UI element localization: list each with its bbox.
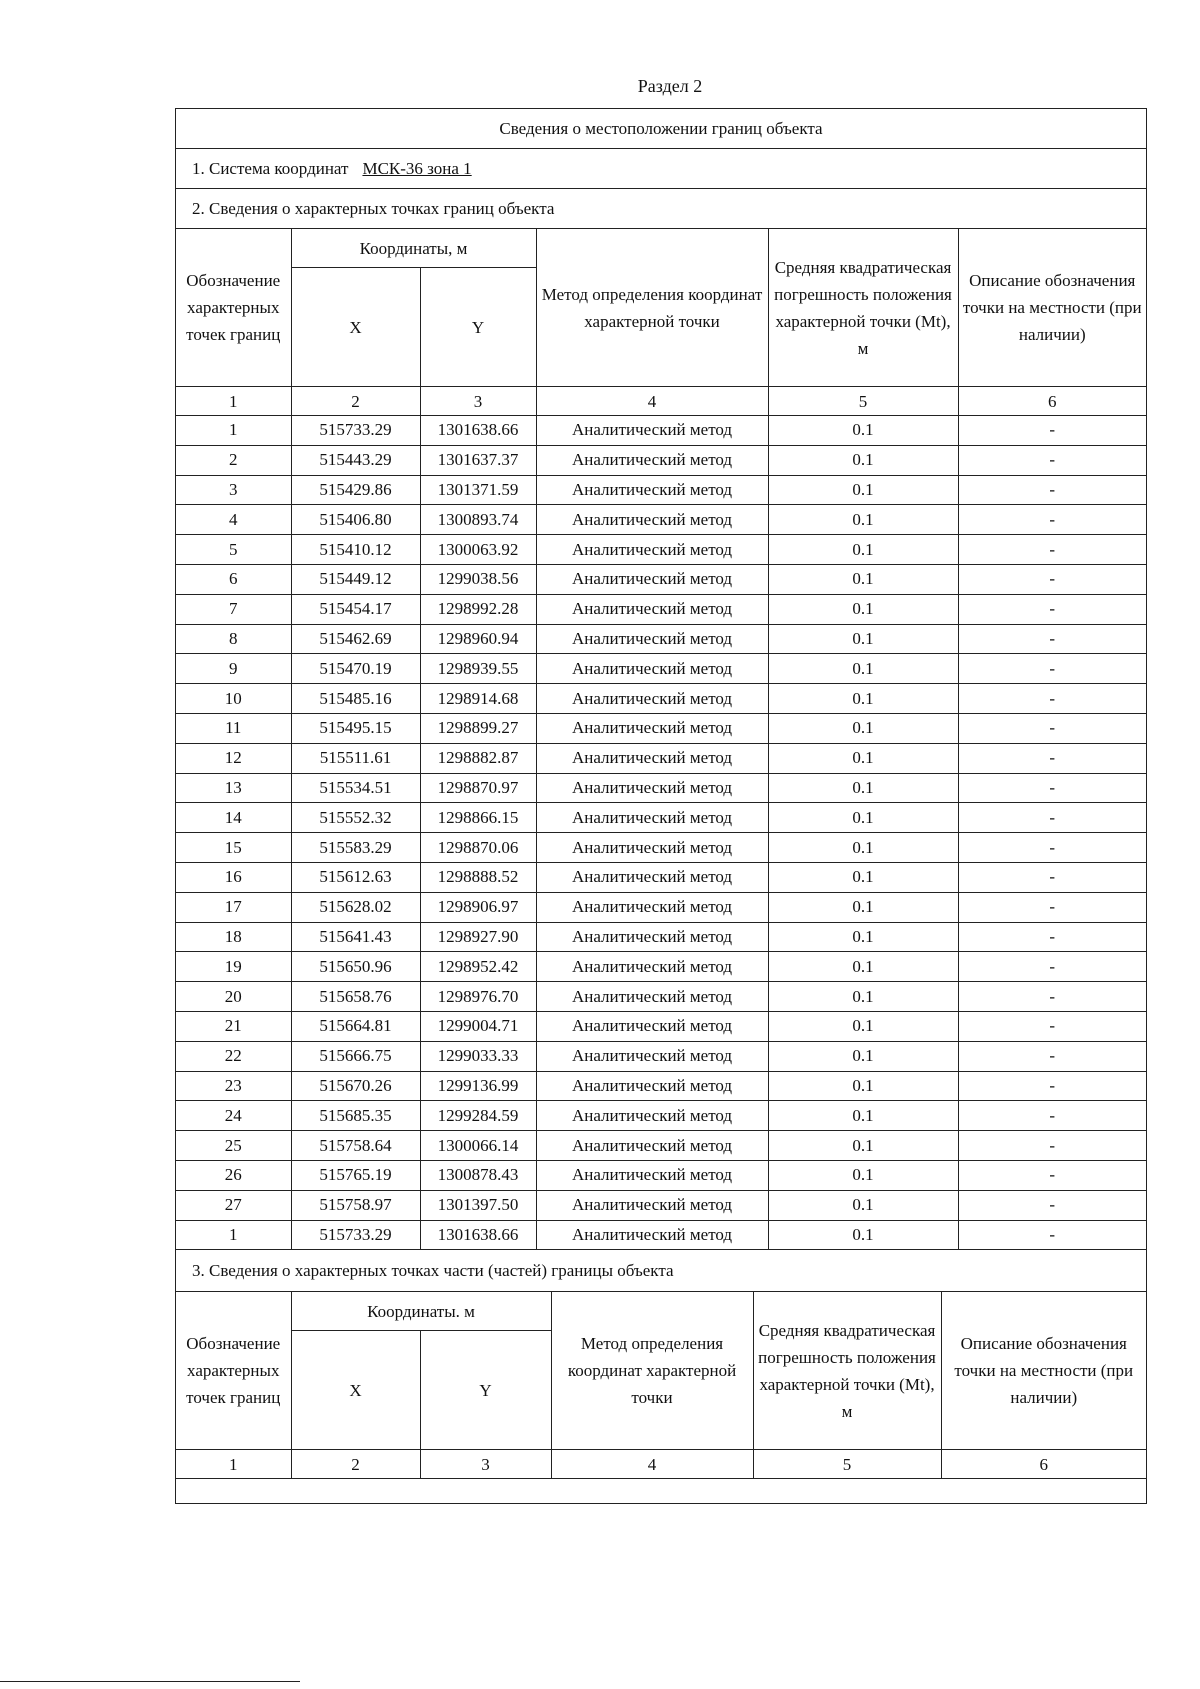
table-row bbox=[176, 803, 1146, 833]
section-title: Раздел 2 bbox=[637, 76, 703, 96]
point-number-cell: 19 bbox=[176, 952, 291, 982]
y-coordinate-cell: 1298914.68 bbox=[420, 684, 536, 714]
table-row bbox=[176, 564, 1146, 594]
method-cell: Аналитический метод bbox=[536, 1071, 768, 1101]
method-cell: Аналитический метод bbox=[536, 982, 768, 1012]
method-cell: Аналитический метод bbox=[536, 833, 768, 863]
method-cell: Аналитический метод bbox=[536, 1160, 768, 1190]
table-row bbox=[176, 952, 1146, 982]
error-cell: 0.1 bbox=[768, 1220, 958, 1250]
point-number-cell: 4 bbox=[176, 505, 291, 535]
column-number: 2 bbox=[291, 387, 420, 416]
x-coordinate-cell: 515583.29 bbox=[291, 833, 420, 863]
method-cell: Аналитический метод bbox=[536, 475, 768, 505]
table-row bbox=[176, 654, 1146, 684]
y-coordinate-cell: 1298952.42 bbox=[420, 952, 536, 982]
error-cell: 0.1 bbox=[768, 713, 958, 743]
error-cell: 0.1 bbox=[768, 1011, 958, 1041]
error-cell: 0.1 bbox=[768, 922, 958, 952]
description-cell: - bbox=[958, 1160, 1146, 1190]
x-coordinate-cell: 515628.02 bbox=[291, 892, 420, 922]
description-cell: - bbox=[958, 1190, 1146, 1220]
column-number: 5 bbox=[753, 1450, 941, 1479]
header-coordinates: Координаты, м bbox=[291, 229, 536, 268]
y-coordinate-cell: 1300878.43 bbox=[420, 1160, 536, 1190]
table-row bbox=[176, 862, 1146, 892]
table-row bbox=[176, 922, 1146, 952]
table-row bbox=[176, 713, 1146, 743]
table-row bbox=[176, 1160, 1146, 1190]
method-cell: Аналитический метод bbox=[536, 1131, 768, 1161]
y-coordinate-cell: 1300893.74 bbox=[420, 505, 536, 535]
description-cell: - bbox=[958, 684, 1146, 714]
x-coordinate-cell: 515650.96 bbox=[291, 952, 420, 982]
error-cell: 0.1 bbox=[768, 892, 958, 922]
point-number-cell: 16 bbox=[176, 862, 291, 892]
coordinate-system-label: 1. Система координат bbox=[192, 159, 349, 178]
empty-row bbox=[176, 1479, 1146, 1504]
header-x: X bbox=[291, 268, 420, 387]
table-row bbox=[176, 594, 1146, 624]
error-cell: 0.1 bbox=[768, 564, 958, 594]
x-coordinate-cell: 515685.35 bbox=[291, 1101, 420, 1131]
description-cell: - bbox=[958, 833, 1146, 863]
part3-title: 3. Сведения о характерных точках части (частей) границы объекта bbox=[176, 1250, 1146, 1292]
description-cell: - bbox=[958, 1011, 1146, 1041]
x-coordinate-cell: 515670.26 bbox=[291, 1071, 420, 1101]
y-coordinate-cell: 1298906.97 bbox=[420, 892, 536, 922]
x-coordinate-cell: 515666.75 bbox=[291, 1041, 420, 1071]
point-number-cell: 20 bbox=[176, 982, 291, 1012]
description-cell: - bbox=[958, 654, 1146, 684]
x-coordinate-cell: 515443.29 bbox=[291, 445, 420, 475]
y-coordinate-cell: 1301637.37 bbox=[420, 445, 536, 475]
y-coordinate-cell: 1299004.71 bbox=[420, 1011, 536, 1041]
coordinate-system-row bbox=[176, 149, 1146, 189]
boundary-points-table bbox=[176, 229, 1146, 1250]
method-cell: Аналитический метод bbox=[536, 743, 768, 773]
point-number-cell: 22 bbox=[176, 1041, 291, 1071]
description-cell: - bbox=[958, 416, 1146, 446]
point-number-cell: 5 bbox=[176, 535, 291, 565]
point-number-cell: 6 bbox=[176, 564, 291, 594]
method-cell: Аналитический метод bbox=[536, 922, 768, 952]
method-cell: Аналитический метод bbox=[536, 773, 768, 803]
point-number-cell: 17 bbox=[176, 892, 291, 922]
x-coordinate-cell: 515733.29 bbox=[291, 1220, 420, 1250]
error-cell: 0.1 bbox=[768, 624, 958, 654]
column-numbers-row bbox=[176, 387, 1146, 416]
error-cell: 0.1 bbox=[768, 1041, 958, 1071]
y-coordinate-cell: 1299136.99 bbox=[420, 1071, 536, 1101]
method-cell: Аналитический метод bbox=[536, 416, 768, 446]
table-row bbox=[176, 1041, 1146, 1071]
footer-rule bbox=[0, 1681, 300, 1682]
method-cell: Аналитический метод bbox=[536, 505, 768, 535]
x-coordinate-cell: 515485.16 bbox=[291, 684, 420, 714]
part3-header-designation: Обозначение характерных точек границ bbox=[176, 1292, 291, 1450]
description-cell: - bbox=[958, 713, 1146, 743]
description-cell: - bbox=[958, 1220, 1146, 1250]
method-cell: Аналитический метод bbox=[536, 535, 768, 565]
table-row bbox=[176, 475, 1146, 505]
part3-header-x: X bbox=[291, 1331, 420, 1450]
x-coordinate-cell: 515612.63 bbox=[291, 862, 420, 892]
error-cell: 0.1 bbox=[768, 833, 958, 863]
point-number-cell: 1 bbox=[176, 1220, 291, 1250]
part3-header-method: Метод определения координат характерной точки bbox=[551, 1292, 753, 1450]
description-cell: - bbox=[958, 1071, 1146, 1101]
method-cell: Аналитический метод bbox=[536, 803, 768, 833]
point-number-cell: 12 bbox=[176, 743, 291, 773]
x-coordinate-cell: 515758.64 bbox=[291, 1131, 420, 1161]
part3-header-y: Y bbox=[420, 1331, 551, 1450]
description-cell: - bbox=[958, 594, 1146, 624]
part-boundary-points-table bbox=[176, 1292, 1146, 1479]
x-coordinate-cell: 515664.81 bbox=[291, 1011, 420, 1041]
y-coordinate-cell: 1299033.33 bbox=[420, 1041, 536, 1071]
y-coordinate-cell: 1298866.15 bbox=[420, 803, 536, 833]
description-cell: - bbox=[958, 1041, 1146, 1071]
x-coordinate-cell: 515552.32 bbox=[291, 803, 420, 833]
part3-column-numbers-row bbox=[176, 1450, 1146, 1479]
description-cell: - bbox=[958, 624, 1146, 654]
error-cell: 0.1 bbox=[768, 1131, 958, 1161]
error-cell: 0.1 bbox=[768, 743, 958, 773]
part3-header-description: Описание обозначения точки на местности (при наличии) bbox=[941, 1292, 1146, 1450]
table-row bbox=[176, 505, 1146, 535]
method-cell: Аналитический метод bbox=[536, 684, 768, 714]
column-number: 4 bbox=[536, 387, 768, 416]
error-cell: 0.1 bbox=[768, 1160, 958, 1190]
x-coordinate-cell: 515462.69 bbox=[291, 624, 420, 654]
y-coordinate-cell: 1298960.94 bbox=[420, 624, 536, 654]
part3-header-error: Средняя квадратическая погрешность положения характерной точки (Mt), м bbox=[753, 1292, 941, 1450]
error-cell: 0.1 bbox=[768, 475, 958, 505]
x-coordinate-cell: 515641.43 bbox=[291, 922, 420, 952]
column-number: 2 bbox=[291, 1450, 420, 1479]
error-cell: 0.1 bbox=[768, 982, 958, 1012]
coordinate-system-value: МСК-36 зона 1 bbox=[362, 159, 472, 178]
description-cell: - bbox=[958, 773, 1146, 803]
method-cell: Аналитический метод bbox=[536, 713, 768, 743]
description-cell: - bbox=[958, 922, 1146, 952]
error-cell: 0.1 bbox=[768, 594, 958, 624]
point-number-cell: 14 bbox=[176, 803, 291, 833]
x-coordinate-cell: 515658.76 bbox=[291, 982, 420, 1012]
point-number-cell: 2 bbox=[176, 445, 291, 475]
point-number-cell: 18 bbox=[176, 922, 291, 952]
description-cell: - bbox=[958, 535, 1146, 565]
x-coordinate-cell: 515470.19 bbox=[291, 654, 420, 684]
error-cell: 0.1 bbox=[768, 773, 958, 803]
header-designation: Обозначение характерных точек границ bbox=[176, 229, 291, 387]
table-row bbox=[176, 1071, 1146, 1101]
header-y: Y bbox=[420, 268, 536, 387]
table-row bbox=[176, 1011, 1146, 1041]
method-cell: Аналитический метод bbox=[536, 1220, 768, 1250]
x-coordinate-cell: 515758.97 bbox=[291, 1190, 420, 1220]
point-number-cell: 3 bbox=[176, 475, 291, 505]
point-number-cell: 7 bbox=[176, 594, 291, 624]
x-coordinate-cell: 515410.12 bbox=[291, 535, 420, 565]
method-cell: Аналитический метод bbox=[536, 624, 768, 654]
x-coordinate-cell: 515449.12 bbox=[291, 564, 420, 594]
description-cell: - bbox=[958, 445, 1146, 475]
point-number-cell: 15 bbox=[176, 833, 291, 863]
x-coordinate-cell: 515495.15 bbox=[291, 713, 420, 743]
y-coordinate-cell: 1298899.27 bbox=[420, 713, 536, 743]
boundary-points-body bbox=[176, 416, 1146, 1250]
description-cell: - bbox=[958, 952, 1146, 982]
y-coordinate-cell: 1301638.66 bbox=[420, 416, 536, 446]
description-cell: - bbox=[958, 1131, 1146, 1161]
method-cell: Аналитический метод bbox=[536, 1190, 768, 1220]
description-cell: - bbox=[958, 803, 1146, 833]
y-coordinate-cell: 1301371.59 bbox=[420, 475, 536, 505]
method-cell: Аналитический метод bbox=[536, 1101, 768, 1131]
column-number: 1 bbox=[176, 1450, 291, 1479]
y-coordinate-cell: 1298882.87 bbox=[420, 743, 536, 773]
y-coordinate-cell: 1301397.50 bbox=[420, 1190, 536, 1220]
document-frame bbox=[175, 108, 1147, 1504]
error-cell: 0.1 bbox=[768, 1071, 958, 1101]
description-cell: - bbox=[958, 892, 1146, 922]
table-row bbox=[176, 624, 1146, 654]
table-row bbox=[176, 416, 1146, 446]
error-cell: 0.1 bbox=[768, 684, 958, 714]
header-description: Описание обозначения точки на местности (при наличии) bbox=[958, 229, 1146, 387]
method-cell: Аналитический метод bbox=[536, 654, 768, 684]
y-coordinate-cell: 1301638.66 bbox=[420, 1220, 536, 1250]
method-cell: Аналитический метод bbox=[536, 1011, 768, 1041]
description-cell: - bbox=[958, 1101, 1146, 1131]
y-coordinate-cell: 1299038.56 bbox=[420, 564, 536, 594]
table-row bbox=[176, 535, 1146, 565]
description-cell: - bbox=[958, 475, 1146, 505]
error-cell: 0.1 bbox=[768, 952, 958, 982]
y-coordinate-cell: 1298870.06 bbox=[420, 833, 536, 863]
point-number-cell: 13 bbox=[176, 773, 291, 803]
table-row bbox=[176, 833, 1146, 863]
error-cell: 0.1 bbox=[768, 505, 958, 535]
y-coordinate-cell: 1298888.52 bbox=[420, 862, 536, 892]
table-row bbox=[176, 1131, 1146, 1161]
point-number-cell: 25 bbox=[176, 1131, 291, 1161]
table-row bbox=[176, 892, 1146, 922]
y-coordinate-cell: 1300063.92 bbox=[420, 535, 536, 565]
column-number: 1 bbox=[176, 387, 291, 416]
y-coordinate-cell: 1298870.97 bbox=[420, 773, 536, 803]
method-cell: Аналитический метод bbox=[536, 445, 768, 475]
column-number: 6 bbox=[958, 387, 1146, 416]
y-coordinate-cell: 1298939.55 bbox=[420, 654, 536, 684]
header-error: Средняя квадратическая погрешность положения характерной точки (Mt), м bbox=[768, 229, 958, 387]
point-number-cell: 9 bbox=[176, 654, 291, 684]
y-coordinate-cell: 1298976.70 bbox=[420, 982, 536, 1012]
description-cell: - bbox=[958, 564, 1146, 594]
part2-title: 2. Сведения о характерных точках границ объекта bbox=[176, 189, 1146, 229]
table-row bbox=[176, 445, 1146, 475]
y-coordinate-cell: 1299284.59 bbox=[420, 1101, 536, 1131]
point-number-cell: 26 bbox=[176, 1160, 291, 1190]
point-number-cell: 21 bbox=[176, 1011, 291, 1041]
table-row bbox=[176, 684, 1146, 714]
method-cell: Аналитический метод bbox=[536, 952, 768, 982]
method-cell: Аналитический метод bbox=[536, 564, 768, 594]
x-coordinate-cell: 515454.17 bbox=[291, 594, 420, 624]
column-number: 3 bbox=[420, 1450, 551, 1479]
error-cell: 0.1 bbox=[768, 445, 958, 475]
description-cell: - bbox=[958, 743, 1146, 773]
error-cell: 0.1 bbox=[768, 1101, 958, 1131]
error-cell: 0.1 bbox=[768, 1190, 958, 1220]
point-number-cell: 11 bbox=[176, 713, 291, 743]
column-number: 4 bbox=[551, 1450, 753, 1479]
error-cell: 0.1 bbox=[768, 803, 958, 833]
point-number-cell: 1 bbox=[176, 416, 291, 446]
x-coordinate-cell: 515429.86 bbox=[291, 475, 420, 505]
table-row bbox=[176, 1190, 1146, 1220]
x-coordinate-cell: 515406.80 bbox=[291, 505, 420, 535]
point-number-cell: 8 bbox=[176, 624, 291, 654]
column-number: 3 bbox=[420, 387, 536, 416]
point-number-cell: 23 bbox=[176, 1071, 291, 1101]
error-cell: 0.1 bbox=[768, 535, 958, 565]
x-coordinate-cell: 515733.29 bbox=[291, 416, 420, 446]
part3-header-coordinates: Координаты. м bbox=[291, 1292, 551, 1331]
x-coordinate-cell: 515534.51 bbox=[291, 773, 420, 803]
table-row bbox=[176, 743, 1146, 773]
y-coordinate-cell: 1298992.28 bbox=[420, 594, 536, 624]
method-cell: Аналитический метод bbox=[536, 594, 768, 624]
x-coordinate-cell: 515511.61 bbox=[291, 743, 420, 773]
banner-title: Сведения о местоположении границ объекта bbox=[176, 109, 1146, 149]
point-number-cell: 24 bbox=[176, 1101, 291, 1131]
y-coordinate-cell: 1300066.14 bbox=[420, 1131, 536, 1161]
error-cell: 0.1 bbox=[768, 654, 958, 684]
table-row bbox=[176, 1220, 1146, 1250]
column-number: 5 bbox=[768, 387, 958, 416]
table-row bbox=[176, 982, 1146, 1012]
y-coordinate-cell: 1298927.90 bbox=[420, 922, 536, 952]
description-cell: - bbox=[958, 862, 1146, 892]
method-cell: Аналитический метод bbox=[536, 1041, 768, 1071]
description-cell: - bbox=[958, 982, 1146, 1012]
error-cell: 0.1 bbox=[768, 416, 958, 446]
column-number: 6 bbox=[941, 1450, 1146, 1479]
point-number-cell: 27 bbox=[176, 1190, 291, 1220]
header-method: Метод определения координат характерной точки bbox=[536, 229, 768, 387]
error-cell: 0.1 bbox=[768, 862, 958, 892]
description-cell: - bbox=[958, 505, 1146, 535]
table-row bbox=[176, 773, 1146, 803]
point-number-cell: 10 bbox=[176, 684, 291, 714]
method-cell: Аналитический метод bbox=[536, 862, 768, 892]
table-row bbox=[176, 1101, 1146, 1131]
method-cell: Аналитический метод bbox=[536, 892, 768, 922]
x-coordinate-cell: 515765.19 bbox=[291, 1160, 420, 1190]
